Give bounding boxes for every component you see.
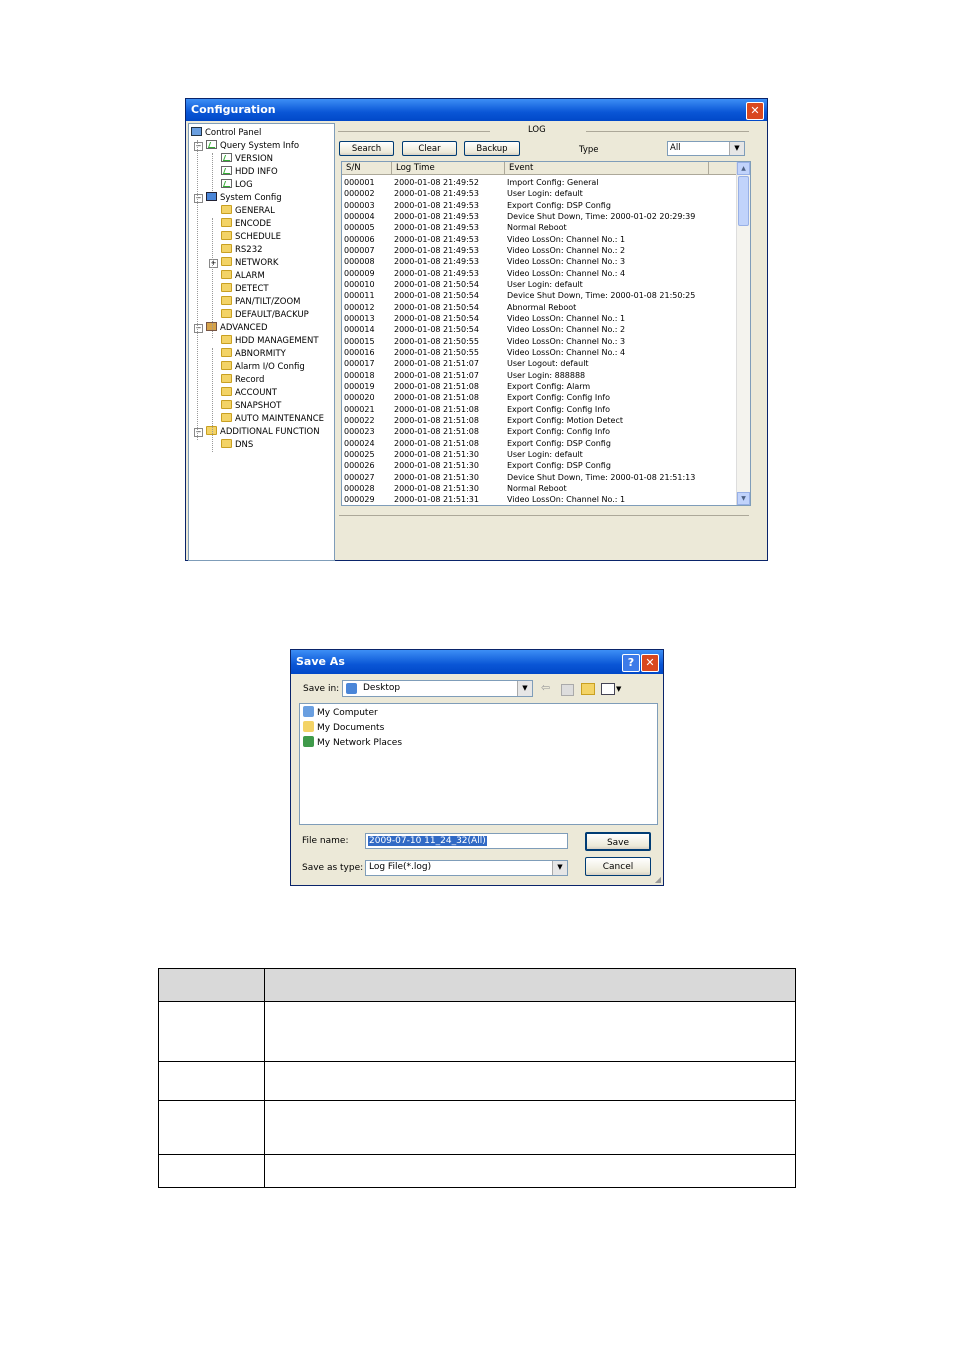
log-panel <box>336 123 766 559</box>
tree-item-label: ADVANCED <box>220 323 268 333</box>
tree-guide-line <box>212 218 213 338</box>
document-check-icon <box>221 153 232 162</box>
log-event: User Login: default <box>507 279 583 289</box>
tree-item-label: LOG <box>235 180 253 190</box>
log-time: 2000-01-08 21:49:53 <box>394 211 479 221</box>
column-header-event[interactable]: Event <box>505 162 709 175</box>
tree-item-label: Control Panel <box>205 128 262 138</box>
place-label: My Computer <box>317 708 378 718</box>
desktop-icon <box>346 683 357 694</box>
log-event: Video LossOn: Channel No.: 2 <box>507 325 626 335</box>
log-time: 2000-01-08 21:50:54 <box>394 325 479 335</box>
configuration-title: Configuration <box>191 103 276 116</box>
log-row[interactable] <box>342 268 734 279</box>
tree-item-advanced[interactable] <box>206 322 268 334</box>
tree-item-schedule[interactable] <box>221 231 281 243</box>
view-dropdown-icon[interactable]: ▼ <box>616 685 622 693</box>
log-row[interactable] <box>342 279 734 290</box>
tree-item-alarm-i-o-config[interactable] <box>221 361 305 373</box>
collapse-icon[interactable]: − <box>195 142 202 150</box>
save-as-type-label: Save as type: <box>302 863 364 873</box>
log-event: Export Config: Config Info <box>507 427 610 437</box>
save-as-dialog <box>290 649 664 886</box>
folder-icon <box>221 335 232 344</box>
log-time: 2000-01-08 21:51:30 <box>394 472 479 482</box>
document-check-icon <box>206 140 217 149</box>
close-icon[interactable]: ✕ <box>746 102 764 120</box>
tree-item-additional-function[interactable] <box>206 426 320 438</box>
tree-item-hdd-management[interactable] <box>221 335 319 347</box>
log-row[interactable] <box>342 472 734 483</box>
log-row[interactable] <box>342 370 734 381</box>
table-row <box>159 1155 796 1188</box>
log-event: Video LossOn: Channel No.: 4 <box>507 268 626 278</box>
tree-item-label: VERSION <box>235 154 274 164</box>
log-group-title: LOG <box>528 125 546 135</box>
my-network-places-icon <box>303 736 314 747</box>
type-select-value: All <box>670 143 681 153</box>
tree-item-label: RS232 <box>235 245 263 255</box>
tree-item-label: SNAPSHOT <box>235 401 282 411</box>
save-in-select[interactable] <box>342 680 533 697</box>
log-row[interactable] <box>342 404 734 415</box>
log-event: User Login: default <box>507 449 583 459</box>
log-event: Export Config: Motion Detect <box>507 415 623 425</box>
log-time: 2000-01-08 21:49:53 <box>394 234 479 244</box>
tree-item-system-config[interactable] <box>206 192 282 204</box>
log-row[interactable] <box>342 494 734 505</box>
tree-item-pan-tilt-zoom[interactable] <box>221 296 300 308</box>
log-row[interactable] <box>342 256 734 267</box>
tree-item-label: ENCODE <box>235 219 272 229</box>
tree-item-hdd-info[interactable] <box>221 166 278 178</box>
tree-item-label: ADDITIONAL FUNCTION <box>220 427 320 437</box>
log-row[interactable] <box>342 460 734 471</box>
table-header-cell <box>265 969 796 1002</box>
tree-item-auto-maintenance[interactable] <box>221 413 324 425</box>
log-sn: 000016 <box>344 347 375 357</box>
log-time: 2000-01-08 21:50:54 <box>394 302 479 312</box>
tree-item-label: GENERAL <box>235 206 275 216</box>
folder-icon <box>221 257 232 266</box>
log-sn: 000019 <box>344 381 375 391</box>
log-row[interactable] <box>342 234 734 245</box>
expand-icon[interactable]: + <box>210 259 217 267</box>
log-event: User Login: 888888 <box>507 370 586 380</box>
log-row[interactable] <box>342 392 734 403</box>
table-row <box>159 1062 796 1101</box>
log-sn: 000003 <box>344 200 375 210</box>
log-row[interactable] <box>342 415 734 426</box>
log-scrollbar[interactable] <box>736 162 750 505</box>
table-cell <box>265 1101 796 1155</box>
scroll-up-icon[interactable]: ▲ <box>737 162 750 175</box>
log-time: 2000-01-08 21:51:30 <box>394 483 479 493</box>
system-config-icon <box>206 192 217 201</box>
log-sn: 000022 <box>344 415 375 425</box>
save-button[interactable]: Save <box>585 832 651 851</box>
save-in-label: Save in: <box>303 684 340 694</box>
chevron-down-icon[interactable]: ▼ <box>729 142 744 155</box>
tree-item-label: AUTO MAINTENANCE <box>235 414 325 424</box>
log-event: Export Config: DSP Config <box>507 200 611 210</box>
log-row[interactable] <box>342 358 734 369</box>
place-label: My Network Places <box>317 738 403 748</box>
log-sn: 000025 <box>344 449 375 459</box>
log-sn: 000018 <box>344 370 375 380</box>
configuration-window <box>185 98 768 561</box>
tree-item-label: HDD INFO <box>235 167 278 177</box>
clear-button[interactable]: Clear <box>402 141 457 156</box>
log-sn: 000004 <box>344 211 375 221</box>
log-sn: 000002 <box>344 189 375 199</box>
tree-item-snapshot[interactable] <box>221 400 281 412</box>
log-event: Video LossOn: Channel No.: 2 <box>507 245 626 255</box>
log-time: 2000-01-08 21:50:54 <box>394 313 479 323</box>
log-time: 2000-01-08 21:50:55 <box>394 347 479 357</box>
log-time: 2000-01-08 21:49:53 <box>394 223 479 233</box>
tree-item-detect[interactable] <box>221 283 269 295</box>
log-row[interactable] <box>342 438 734 449</box>
log-time: 2000-01-08 21:51:08 <box>394 415 479 425</box>
log-event: Export Config: Config Info <box>507 393 610 403</box>
log-event: Video LossOn: Channel No.: 1 <box>507 234 626 244</box>
tree-item-label: HDD MANAGEMENT <box>235 336 319 346</box>
table-cell <box>159 1002 265 1062</box>
folder-icon <box>221 244 232 253</box>
tree-item-network[interactable] <box>221 257 279 269</box>
log-sn: 000013 <box>344 313 375 323</box>
cancel-button[interactable]: Cancel <box>585 857 651 876</box>
scroll-thumb[interactable] <box>738 176 749 226</box>
chevron-down-icon[interactable]: ▼ <box>552 861 567 875</box>
log-sn: 000020 <box>344 393 375 403</box>
log-row[interactable] <box>342 426 734 437</box>
places-list <box>299 703 658 825</box>
tree-item-log[interactable] <box>221 179 253 191</box>
log-event: Device Shut Down, Time: 2000-01-02 20:29:39 <box>507 211 696 221</box>
table-cell <box>159 1101 265 1155</box>
tree-guide-line <box>212 348 213 438</box>
log-row[interactable] <box>342 302 734 313</box>
tree-item-encode[interactable] <box>221 218 271 230</box>
log-row[interactable] <box>342 336 734 347</box>
place-label: My Documents <box>317 723 385 733</box>
folder-icon <box>221 270 232 279</box>
tree-item-dns[interactable] <box>221 439 253 451</box>
tree-item-label: ACCOUNT <box>235 388 277 398</box>
log-event: Video LossOn: Channel No.: 1 <box>507 313 626 323</box>
log-sn: 000010 <box>344 279 375 289</box>
tree-item-label: ALARM <box>235 271 265 281</box>
log-time: 2000-01-08 21:49:53 <box>394 245 479 255</box>
tree-item-label: SCHEDULE <box>235 232 281 242</box>
log-sn: 000006 <box>344 234 375 244</box>
log-event: Export Config: DSP Config <box>507 438 611 448</box>
save-as-type-value: Log File(*.log) <box>369 862 432 872</box>
place-item-my-documents[interactable] <box>303 721 384 735</box>
log-time: 2000-01-08 21:51:08 <box>394 438 479 448</box>
log-row[interactable] <box>342 211 734 222</box>
log-time: 2000-01-08 21:51:08 <box>394 404 479 414</box>
folder-icon <box>221 231 232 240</box>
log-time: 2000-01-08 21:49:53 <box>394 189 479 199</box>
tree-item-account[interactable] <box>221 387 277 399</box>
log-event: Normal Reboot <box>507 483 567 493</box>
resize-grip-icon[interactable]: ◢ <box>654 875 661 884</box>
table-cell <box>265 1155 796 1188</box>
tree-guide-line <box>212 153 213 191</box>
save-as-type-select[interactable] <box>365 860 568 876</box>
tree-item-abnormity[interactable] <box>221 348 286 360</box>
tree-item-label: System Config <box>220 193 282 203</box>
table-cell <box>159 1155 265 1188</box>
tree-guide-line <box>197 140 198 440</box>
log-time: 2000-01-08 21:51:31 <box>394 495 479 505</box>
log-event: Device Shut Down, Time: 2000-01-08 21:50:25 <box>507 291 696 301</box>
log-event: Export Config: Alarm <box>507 381 591 391</box>
tree-item-label: Query System Info <box>220 141 300 151</box>
configuration-title-bar <box>186 99 767 121</box>
folder-icon <box>221 309 232 318</box>
tree-item-label: ABNORMITY <box>235 349 286 359</box>
back-arrow-icon[interactable]: ⇦ <box>541 681 551 694</box>
log-time: 2000-01-08 21:51:08 <box>394 427 479 437</box>
log-time: 2000-01-08 21:51:07 <box>394 370 479 380</box>
log-row[interactable] <box>342 324 734 335</box>
log-event: Video LossOn: Channel No.: 3 <box>507 336 626 346</box>
log-row[interactable] <box>342 245 734 256</box>
collapse-icon[interactable]: − <box>195 428 202 436</box>
log-event: User Login: default <box>507 189 583 199</box>
log-sn: 000001 <box>344 178 375 187</box>
tree-item-label: NETWORK <box>235 258 279 268</box>
tree-item-label: DETECT <box>235 284 269 294</box>
tree-item-control-panel[interactable] <box>191 127 261 139</box>
log-event: Video LossOn: Channel No.: 3 <box>507 257 626 267</box>
log-sn: 000005 <box>344 223 375 233</box>
log-time: 2000-01-08 21:50:55 <box>394 336 479 346</box>
log-time: 2000-01-08 21:49:53 <box>394 268 479 278</box>
log-sn: 000017 <box>344 359 375 369</box>
table-cell <box>265 1002 796 1062</box>
type-label: Type <box>579 145 599 155</box>
log-event: Device Shut Down, Time: 2000-01-08 21:51:13 <box>507 472 696 482</box>
place-item-my-network-places[interactable] <box>303 736 402 750</box>
log-sn: 000011 <box>344 291 375 301</box>
control-panel-tree <box>188 123 335 561</box>
log-event: User Logout: default <box>507 359 589 369</box>
save-as-title-bar <box>291 650 663 674</box>
help-icon[interactable]: ? <box>622 654 640 672</box>
my-documents-icon <box>303 721 314 732</box>
log-sn: 000012 <box>344 302 375 312</box>
log-row[interactable] <box>342 313 734 324</box>
log-row[interactable] <box>342 188 734 199</box>
log-time: 2000-01-08 21:50:54 <box>394 291 479 301</box>
folder-icon <box>221 283 232 292</box>
save-as-title: Save As <box>296 655 345 668</box>
tree-item-label: Alarm I/O Config <box>235 362 305 372</box>
folder-icon <box>221 296 232 305</box>
parameter-table <box>158 968 796 1188</box>
table-cell <box>159 1062 265 1101</box>
tree-item-general[interactable] <box>221 205 275 217</box>
file-name-value: 2009-07-10 11_24_32(All) <box>369 836 486 846</box>
save-in-value: Desktop <box>363 683 401 693</box>
log-row[interactable] <box>342 381 734 392</box>
tree-item-query-system-info[interactable] <box>206 140 299 152</box>
log-time: 2000-01-08 21:51:30 <box>394 449 479 459</box>
collapse-icon[interactable]: − <box>195 194 202 202</box>
log-row[interactable] <box>342 449 734 460</box>
folder-icon <box>221 400 232 409</box>
log-sn: 000008 <box>344 257 375 267</box>
tree-item-label: Record <box>235 375 265 385</box>
log-row[interactable] <box>342 200 734 211</box>
log-sn: 000009 <box>344 268 375 278</box>
column-header-log-time[interactable]: Log Time <box>392 162 505 175</box>
log-row[interactable] <box>342 177 734 188</box>
place-item-my-computer[interactable] <box>303 706 378 720</box>
tree-item-record[interactable] <box>221 374 264 386</box>
log-event: Abnormal Reboot <box>507 302 577 312</box>
log-row[interactable] <box>342 222 734 233</box>
tree-item-label: DEFAULT/BACKUP <box>235 310 309 320</box>
log-time: 2000-01-08 21:49:52 <box>394 178 479 187</box>
log-event: Video LossOn: Channel No.: 4 <box>507 347 626 357</box>
folder-icon <box>221 439 232 448</box>
column-header-empty <box>709 162 737 175</box>
log-sn: 000026 <box>344 461 375 471</box>
log-event: Export Config: Config Info <box>507 404 610 414</box>
document-check-icon <box>221 166 232 175</box>
collapse-icon[interactable]: − <box>195 324 202 332</box>
type-select[interactable] <box>667 141 745 156</box>
log-sn: 000021 <box>344 404 375 414</box>
document-check-icon <box>221 179 232 188</box>
log-sn: 000028 <box>344 483 375 493</box>
tree-item-alarm[interactable] <box>221 270 265 282</box>
folder-icon <box>221 205 232 214</box>
log-sn: 000029 <box>344 495 375 505</box>
file-name-label: File name: <box>302 836 349 846</box>
file-name-input[interactable] <box>365 833 568 849</box>
log-sn: 000024 <box>344 438 375 448</box>
tree-item-label: PAN/TILT/ZOOM <box>235 297 301 307</box>
table-row <box>159 1101 796 1155</box>
log-sn: 000027 <box>344 472 375 482</box>
log-time: 2000-01-08 21:49:53 <box>394 257 479 267</box>
log-sn: 000007 <box>344 245 375 255</box>
log-event: Normal Reboot <box>507 223 567 233</box>
log-row[interactable] <box>342 290 734 301</box>
log-sn: 000015 <box>344 336 375 346</box>
log-event: Import Config: General <box>507 178 599 187</box>
folder-icon <box>221 348 232 357</box>
search-button[interactable]: Search <box>339 141 394 156</box>
view-menu-icon[interactable] <box>601 683 615 695</box>
up-folder-icon[interactable] <box>561 684 574 696</box>
backup-button[interactable]: Backup <box>464 141 520 156</box>
log-time: 2000-01-08 21:50:54 <box>394 279 479 289</box>
log-sn: 000014 <box>344 325 375 335</box>
table-row <box>159 1002 796 1062</box>
folder-icon <box>221 361 232 370</box>
computer-icon <box>191 127 202 136</box>
folder-icon <box>221 374 232 383</box>
tree-item-rs232[interactable] <box>221 244 263 256</box>
log-row[interactable] <box>342 483 734 494</box>
tree-item-default-backup[interactable] <box>221 309 309 321</box>
table-header-cell <box>159 969 265 1002</box>
table-cell <box>265 1062 796 1101</box>
scroll-down-icon[interactable]: ▼ <box>737 492 750 505</box>
tree-guide-line <box>212 439 213 452</box>
tree-item-label: DNS <box>235 440 254 450</box>
log-time: 2000-01-08 21:51:30 <box>394 461 479 471</box>
log-time: 2000-01-08 21:51:08 <box>394 381 479 391</box>
log-time: 2000-01-08 21:51:08 <box>394 393 479 403</box>
close-icon[interactable]: ✕ <box>641 654 659 672</box>
column-header-sn[interactable]: S/N <box>342 162 392 175</box>
table-header-row <box>159 969 796 1002</box>
log-sn: 000023 <box>344 427 375 437</box>
log-time: 2000-01-08 21:51:07 <box>394 359 479 369</box>
log-table <box>341 161 751 506</box>
folder-icon <box>221 387 232 396</box>
log-time: 2000-01-08 21:49:53 <box>394 200 479 210</box>
folder-icon <box>221 413 232 422</box>
my-computer-icon <box>303 706 314 717</box>
log-event: Video LossOn: Channel No.: 1 <box>507 495 626 505</box>
chevron-down-icon[interactable]: ▼ <box>517 681 532 696</box>
new-folder-icon[interactable] <box>581 683 595 695</box>
log-row[interactable] <box>342 347 734 358</box>
folder-icon <box>221 218 232 227</box>
log-event: Export Config: DSP Config <box>507 461 611 471</box>
tree-item-version[interactable] <box>221 153 273 165</box>
